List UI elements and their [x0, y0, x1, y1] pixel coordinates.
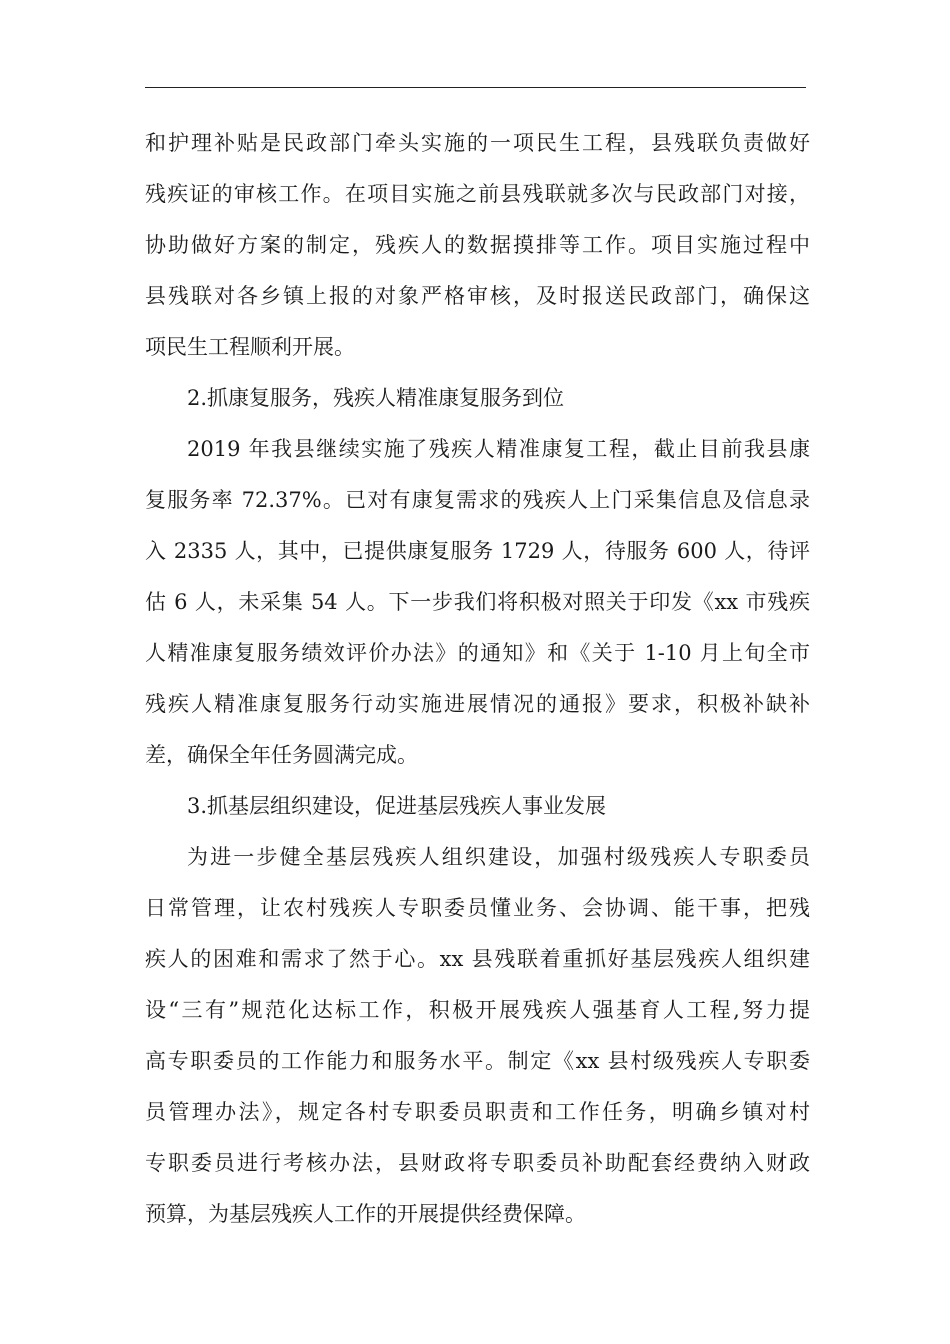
text-line: 差，确保全年任务圆满完成。 [145, 743, 418, 767]
text-line: 县残联对各乡镇上报的对象严格审核，及时报送民政部门，确保这 [145, 284, 810, 308]
text-line: 入 2335 人，其中，已提供康复服务 1729 人，待服务 600 人，待评 [145, 539, 810, 563]
text-line: 估 6 人，未采集 54 人。下一步我们将积极对照关于印发《xx 市残疾 [145, 590, 810, 614]
text-line: 日常管理，让农村残疾人专职委员懂业务、会协调、能干事，把残 [145, 896, 810, 920]
document-body [145, 118, 810, 1240]
text-line: 员管理办法》，规定各村专职委员职责和工作任务，明确乡镇对村 [145, 1100, 810, 1124]
text-line: 残疾证的审核工作。在项目实施之前县残联就多次与民政部门对接， [145, 182, 810, 206]
text-line: 协助做好方案的制定，残疾人的数据摸排等工作。项目实施过程中 [145, 233, 810, 257]
text-line: 和护理补贴是民政部门牵头实施的一项民生工程，县残联负责做好 [145, 131, 810, 155]
text-line: 为进一步健全基层残疾人组织建设，加强村级残疾人专职委员 [187, 845, 810, 869]
section-heading: 3.抓基层组织建设，促进基层残疾人事业发展 [187, 794, 607, 818]
text-line: 设“三有”规范化达标工作，积极开展残疾人强基育人工程,努力提 [145, 998, 810, 1022]
text-line: 疾人的困难和需求了然于心。xx 县残联着重抓好基层残疾人组织建 [145, 947, 810, 971]
text-line: 2019 年我县继续实施了残疾人精准康复工程，截止目前我县康 [187, 437, 810, 461]
text-line: 项民生工程顺利开展。 [145, 335, 355, 359]
text-line: 残疾人精准康复服务行动实施进展情况的通报》要求，积极补缺补 [145, 692, 810, 716]
section-heading: 2.抓康复服务，残疾人精准康复服务到位 [187, 386, 565, 410]
text-line: 专职委员进行考核办法，县财政将专职委员补助配套经费纳入财政 [145, 1151, 810, 1175]
text-line: 人精准康复服务绩效评价办法》的通知》和《关于 1-10 月上旬全市 [145, 641, 810, 665]
text-line: 高专职委员的工作能力和服务水平。制定《xx 县村级残疾人专职委 [145, 1049, 810, 1073]
text-line: 预算，为基层残疾人工作的开展提供经费保障。 [145, 1202, 586, 1226]
text-line: 复服务率 72.37%。已对有康复需求的残疾人上门采集信息及信息录 [145, 488, 810, 512]
header-rule [145, 87, 806, 88]
